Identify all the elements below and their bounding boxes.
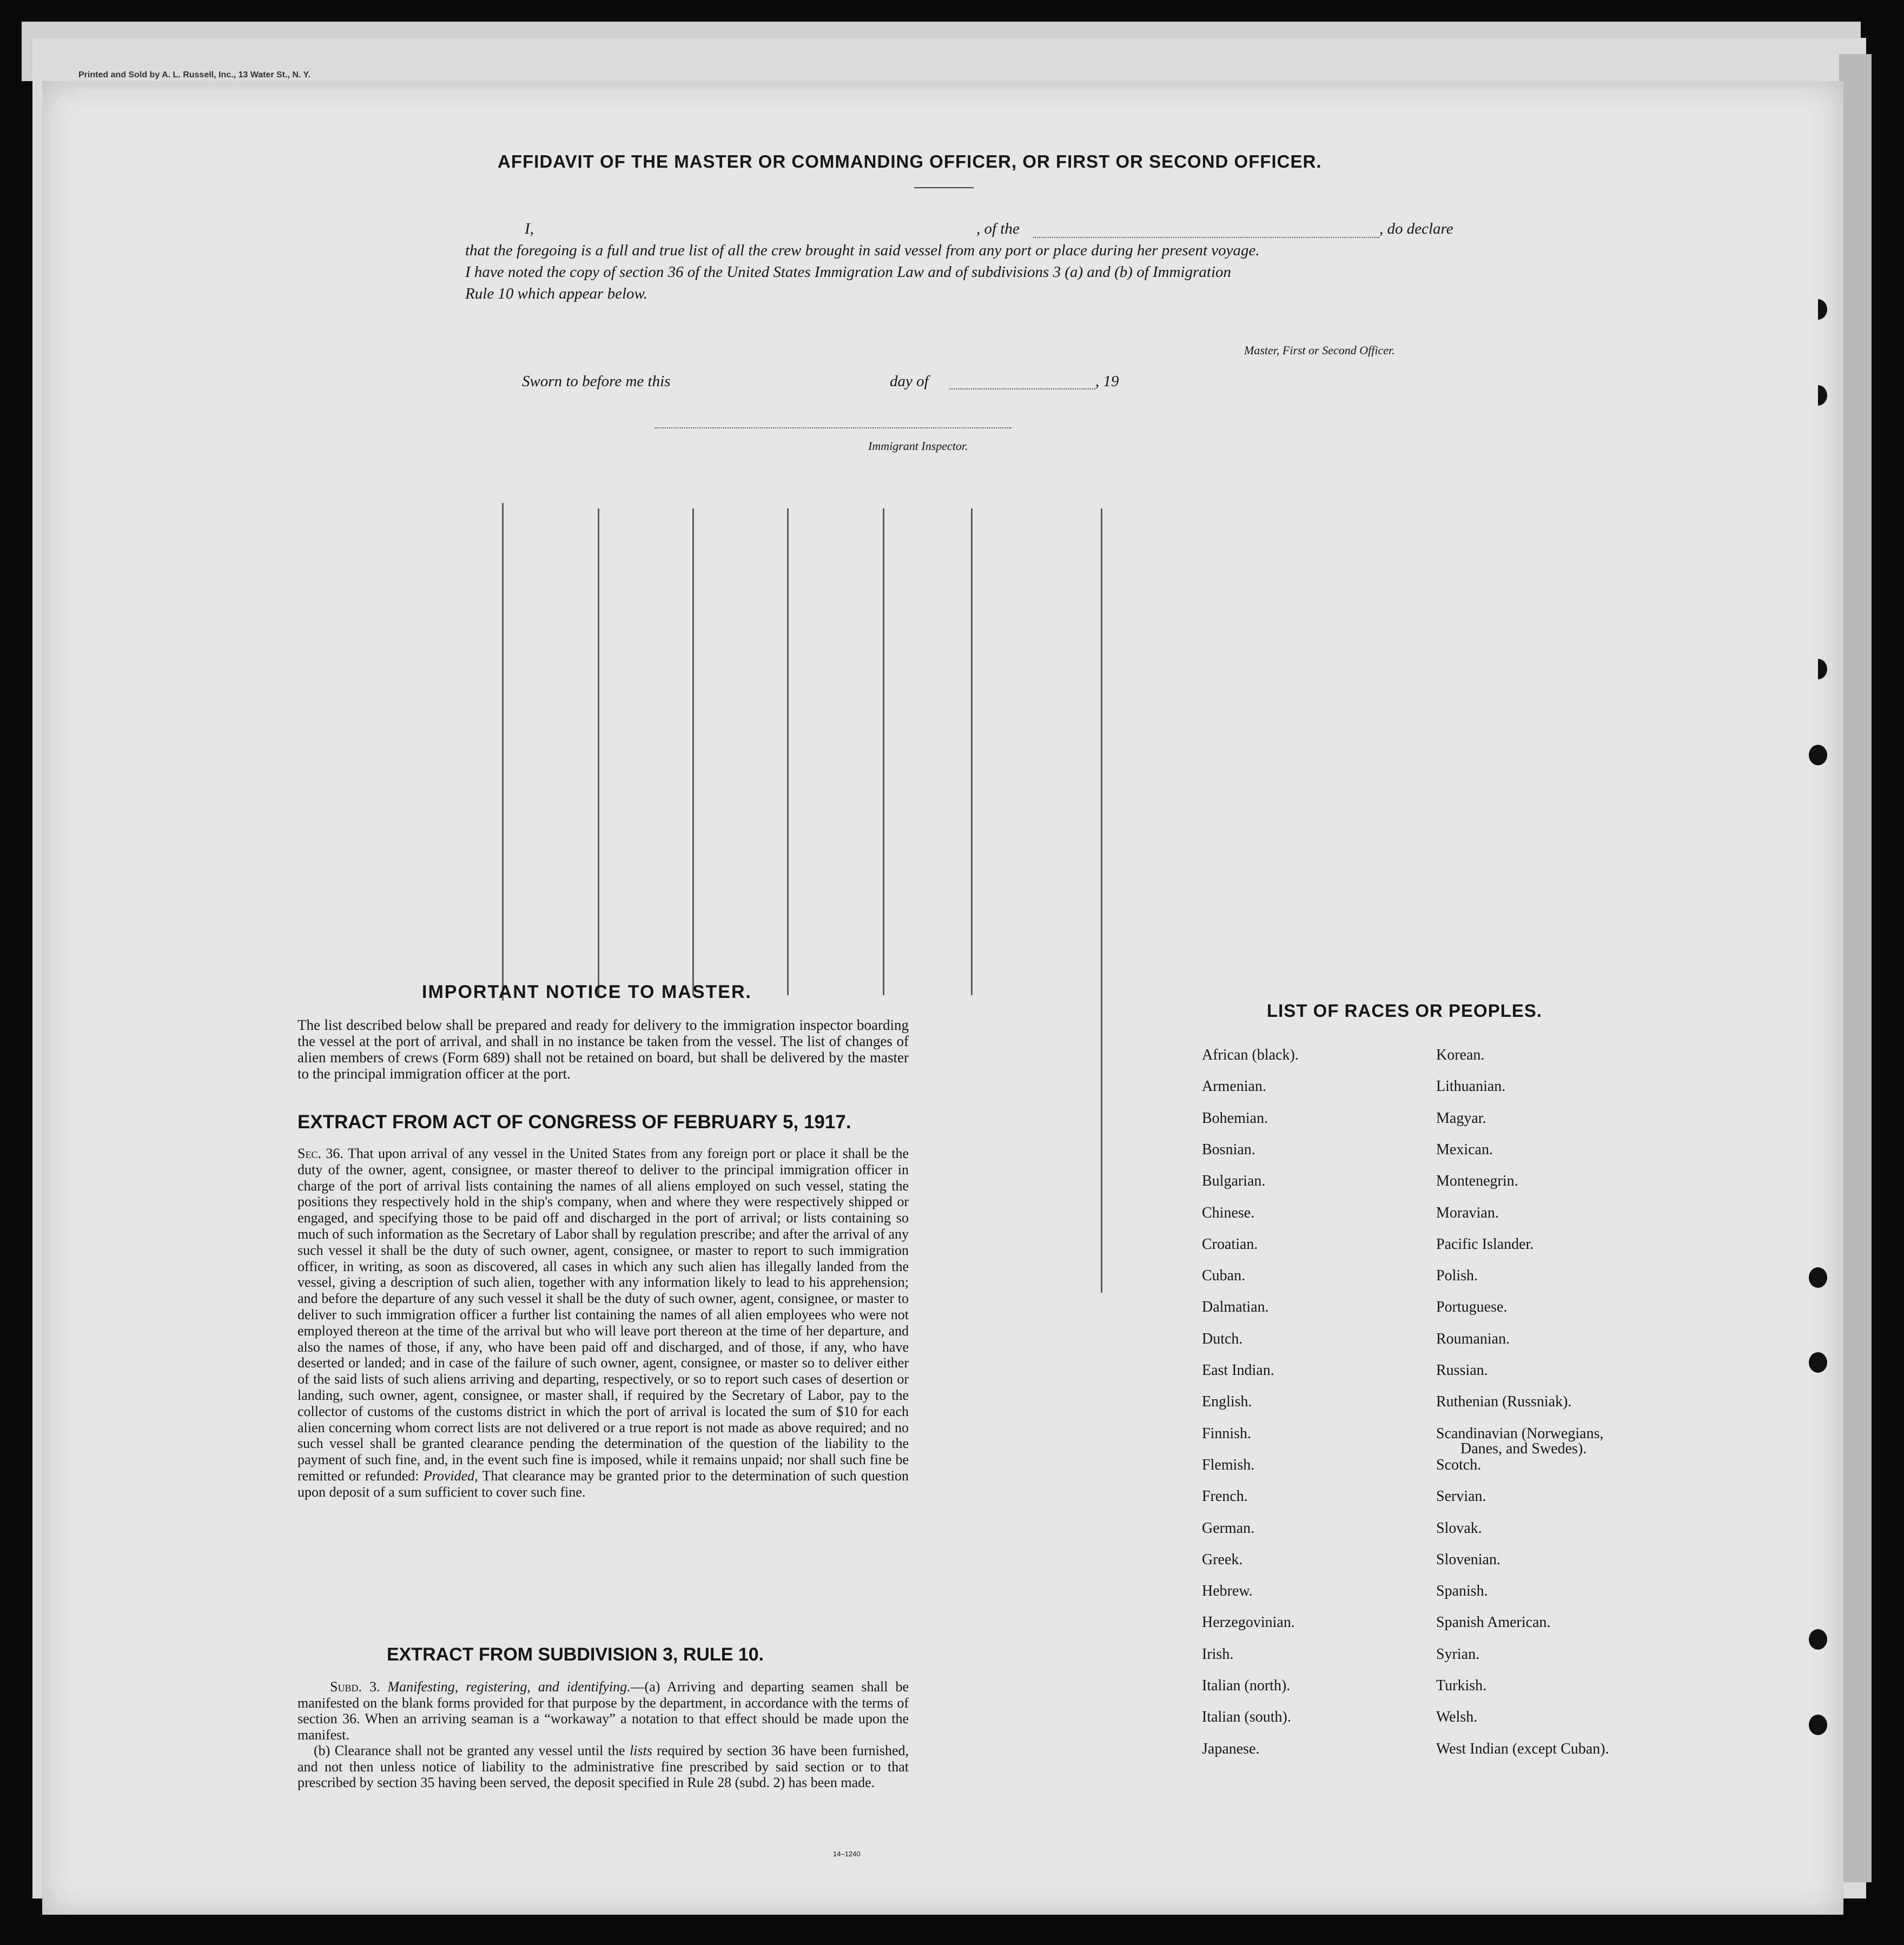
day-of-text: day of [890, 373, 929, 390]
race-item: Roumanian. [1436, 1330, 1510, 1347]
subd-para-b-pre: Clearance shall not be granted any vessel until the [334, 1743, 625, 1758]
race-item: Armenian. [1202, 1078, 1266, 1095]
affidavit-i: I, [525, 220, 534, 237]
race-item: African (black). [1202, 1047, 1299, 1063]
race-item: Bohemian. [1202, 1109, 1268, 1127]
affidavit-declare: , do declare [1379, 220, 1453, 237]
race-item: East Indian. [1202, 1362, 1274, 1379]
affidavit-line-3: I have noted the copy of section 36 of the United States Immigration Law and of subdivisions 3 (a) and (b) of Immigration [465, 263, 1232, 281]
race-item: Slovenian. [1436, 1551, 1500, 1568]
race-item: Mexican. [1436, 1141, 1493, 1158]
rule-extract-title: EXTRACT FROM SUBDIVISION 3, RULE 10. [387, 1644, 764, 1665]
race-item: Flemish. [1202, 1456, 1255, 1473]
subd-heading: Manifesting, registering, and identifying. [387, 1679, 631, 1695]
affidavit-line-4: Rule 10 which appear below. [465, 285, 647, 302]
notice-title: IMPORTANT NOTICE TO MASTER. [422, 982, 752, 1002]
race-item: Slovak. [1436, 1519, 1482, 1537]
column-rule [1101, 508, 1102, 1293]
column-rule [787, 508, 789, 995]
binder-hole [1809, 385, 1827, 406]
race-item: French. [1202, 1488, 1248, 1505]
title-underline [914, 187, 974, 188]
column-rule [971, 508, 973, 995]
act-extract-body [298, 1146, 909, 1500]
subd-para-a: —(a) Arriving and departing seamen shall be manifested on the blank forms provided for that purpose by the department, in accordance with the terms of section 36. When an arriving seaman is a “workaway” a notation to that effect should be made upon the manifest. [298, 1679, 909, 1743]
race-item: Korean. [1436, 1047, 1485, 1063]
race-item: Bulgarian. [1202, 1173, 1266, 1190]
race-item: Danes, and Swedes). [1460, 1440, 1587, 1457]
race-item: Spanish American. [1436, 1614, 1551, 1631]
race-item: West Indian (except Cuban). [1436, 1740, 1609, 1757]
affidavit-title: AFFIDAVIT OF THE MASTER OR COMMANDING OFFICER, OR FIRST OR SECOND OFFICER. [498, 151, 1322, 171]
binder-hole [1809, 1352, 1827, 1373]
binder-hole [1809, 1715, 1827, 1735]
signature-label: Master, First or Second Officer. [1244, 343, 1395, 357]
race-item: English. [1202, 1393, 1252, 1411]
race-item: Magyar. [1436, 1109, 1486, 1127]
race-item: Spanish. [1436, 1583, 1488, 1600]
subd-para-b-post: required by section 36 have been furnished, and not then unless notice of liability to the administrative fine prescribed by said section or to that prescribed by section 35 having been served, the deposit specified in Rule 28 (subd. 2) has been made. [298, 1743, 909, 1790]
rule-extract-body [298, 1679, 909, 1791]
race-item: Servian. [1436, 1488, 1486, 1505]
binder-hole [1809, 659, 1827, 679]
race-item: Montenegrin. [1436, 1173, 1518, 1190]
race-item: German. [1202, 1519, 1255, 1537]
section-text: That upon arrival of any vessel in the United States from any foreign port or place it shall be the duty of the owner, agent, consignee, or master thereof to deliver to the principal immigration officer in charge of the port of arrival lists containing the names of all aliens employed on such vessel, stating the positions they respectively hold in the ship's company, when and where they were respectively shipped or engaged, and specifying those to be paid off and discharged in the port of arrival; or lists containing so much of such information as the Secretary of Labor shall by regulation prescribe; and after the arrival of any such vessel it shall be the duty of such owner, agent, consignee, or master to report to such immigration officer, in writing, as soon as discovered, all cases in which any such alien has illegally landed from the vessel, giving a description of such alien, together with any information likely to lead to his apprehension; and before the departure of any such vessel it shall be the duty of such owner, agent, consignee, or master to deliver to such immigration officer a further list containing the names of all alien employees who were not employed thereon at the time of the arrival but who will leave port thereon at the time of her departure, and also the names of those, if any, who have been paid off and discharged, and of those, if any, who have deserted or landed; and in case of the failure of such owner, agent, consignee, or master so to deliver either of the said lists of such aliens arriving and departing, respectively, or so to report such cases of desertion or landing, such owner, agent, consignee, or master shall, if required by the Secretary of Labor, pay to the collector of customs of the customs district in which the port of arrival is located the sum of $10 for each alien concerning whom correct lists are not delivered or a true report is not made as above required; and no such vessel shall be granted clearance pending the determination of the question of the liability to the payment of such fine, and, in the event such fine is imposed, while it remains unpaid; nor shall such fine be remitted or refunded: [298, 1146, 909, 1484]
race-item: Welsh. [1436, 1709, 1478, 1726]
binder-hole [1809, 299, 1827, 320]
form-number: 14–1240 [833, 1850, 861, 1858]
column-rule [883, 508, 884, 995]
act-extract-title: EXTRACT FROM ACT OF CONGRESS OF FEBRUARY 5, 1917. [298, 1112, 851, 1133]
section-text-end: That clearance may be granted prior to the determination of such question upon deposit of a sum sufficient to cover such fine. [298, 1467, 909, 1500]
binder-hole [1809, 745, 1827, 765]
race-item: Hebrew. [1202, 1583, 1253, 1600]
race-item: Japanese. [1202, 1740, 1260, 1757]
column-rule [598, 508, 599, 995]
vessel-name-field [1033, 222, 1379, 238]
year-prefix: , 19 [1095, 373, 1119, 390]
race-item: Russian. [1436, 1362, 1488, 1379]
race-item: Cuban. [1202, 1267, 1246, 1285]
sheet-edge [1839, 54, 1872, 1882]
notice-body: The list described below shall be prepared and ready for delivery to the immigration inspector boarding the vessel at the port of arrival, and shall in no instance be taken from the vessel. The list of changes of alien members of crews (Form 689) shall not be retained on board, but shall be delivered by the master to the principal immigration officer at the port. [298, 1017, 909, 1082]
race-item: Dutch. [1202, 1330, 1243, 1347]
race-item: Italian (north). [1202, 1677, 1291, 1694]
document-page [42, 81, 1843, 1915]
race-item: Greek. [1202, 1551, 1243, 1568]
inspector-label: Immigrant Inspector. [868, 439, 968, 453]
section-label: Sec. 36. [298, 1146, 343, 1161]
race-item: Scandinavian (Norwegians, [1436, 1425, 1604, 1442]
subd-para-b-label: (b) [314, 1743, 330, 1758]
column-rule [692, 508, 694, 995]
month-field [949, 374, 1095, 389]
race-item: Chinese. [1202, 1204, 1255, 1221]
race-item: Italian (south). [1202, 1709, 1291, 1726]
column-rule [502, 503, 504, 1001]
race-item: Lithuanian. [1436, 1078, 1506, 1095]
subd-label: Subd. 3. [330, 1679, 380, 1695]
subd-para-b-lists: lists [629, 1743, 652, 1758]
binder-hole [1809, 1629, 1827, 1650]
race-item: Syrian. [1436, 1645, 1480, 1663]
inspector-signature-line [654, 416, 1012, 428]
race-item: Portuguese. [1436, 1299, 1508, 1316]
printer-credit: Printed and Sold by A. L. Russell, Inc., 13 Water St., N. Y. [78, 70, 310, 80]
race-item: Dalmatian. [1202, 1299, 1269, 1316]
race-item: Finnish. [1202, 1425, 1252, 1442]
race-item: Moravian. [1436, 1204, 1499, 1221]
affidavit-of-the: , of the [976, 220, 1020, 237]
race-item: Croatian. [1202, 1235, 1258, 1253]
race-item: Polish. [1436, 1267, 1478, 1285]
race-item: Herzegovinian. [1202, 1614, 1295, 1631]
binder-hole [1809, 1267, 1827, 1288]
race-item: Ruthenian (Russniak). [1436, 1393, 1572, 1411]
sworn-text: Sworn to before me this [522, 373, 671, 390]
provided-word: Provided, [423, 1467, 478, 1484]
race-item: Bosnian. [1202, 1141, 1255, 1158]
affidavit-line-2: that the foregoing is a full and true list of all the crew brought in said vessel from any port or place during her present voyage. [465, 242, 1260, 259]
race-item: Scotch. [1436, 1456, 1482, 1473]
race-item: Turkish. [1436, 1677, 1487, 1694]
races-title: LIST OF RACES OR PEOPLES. [1267, 1001, 1543, 1021]
race-item: Pacific Islander. [1436, 1235, 1534, 1253]
race-item: Irish. [1202, 1645, 1234, 1663]
